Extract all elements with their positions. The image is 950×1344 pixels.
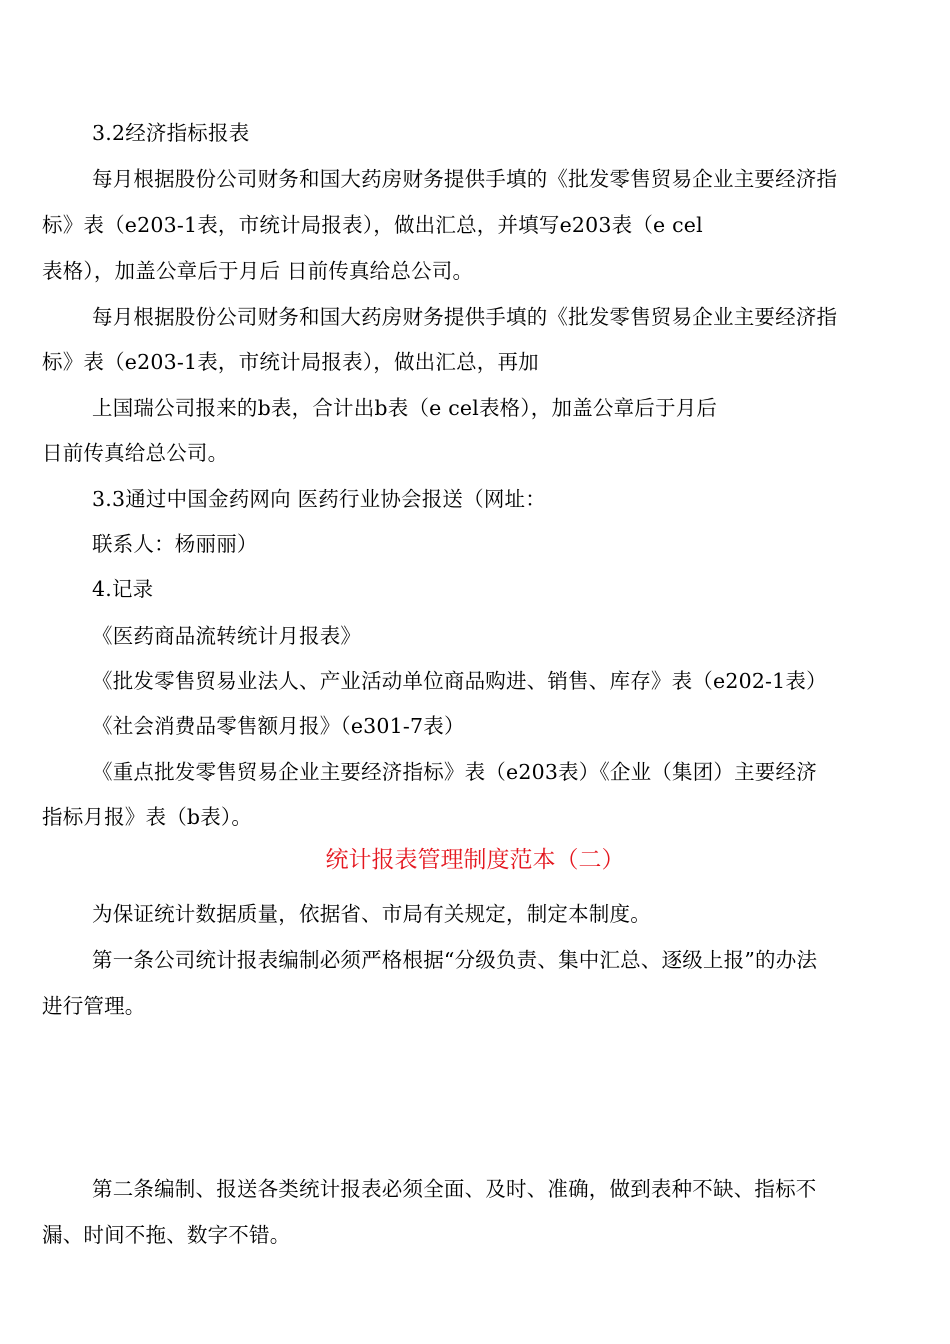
record-item: 《社会消费品零售额月报》（e301-7表） (92, 714, 465, 738)
paragraph-line: 进行管理。 (42, 994, 146, 1018)
paragraph-line: 标》表（e203-1表，市统计局报表），做出汇总，再加 (42, 350, 539, 374)
paragraph-line: 标》表（e203-1表，市统计局报表），做出汇总，并填写e203表（e cel (42, 213, 703, 237)
heading-economic-indicators: 3.2经济指标报表 (92, 121, 250, 145)
paragraph-line: 每月根据股份公司财务和国大药房财务提供手填的《批发零售贸易企业主要经济指 (92, 305, 838, 329)
paragraph-line: 上国瑞公司报来的b表，合计出b表（e cel表格），加盖公章后于月后 (92, 396, 718, 420)
record-item: 指标月报》表（b表）。 (42, 805, 253, 829)
paragraph-line: 每月根据股份公司财务和国大药房财务提供手填的《批发零售贸易企业主要经济指 (92, 167, 838, 191)
paragraph-line: 表格），加盖公章后于月后 日前传真给总公司。 (42, 259, 474, 283)
paragraph-line: 第一条公司统计报表编制必须严格根据“分级负责、集中汇总、逐级上报”的办法 (92, 948, 818, 972)
paragraph-line: 第二条编制、报送各类统计报表必须全面、及时、准确，做到表种不缺、指标不 (92, 1177, 817, 1201)
record-item: 《医药商品流转统计月报表》 (92, 624, 362, 648)
record-item: 《批发零售贸易业法人、产业活动单位商品购进、销售、库存》表（e202-1表） (92, 669, 827, 693)
contact-line: 联系人：杨丽丽） (92, 532, 258, 556)
heading-report-channel: 3.3通过中国金药网向 医药行业协会报送（网址： (92, 487, 546, 511)
paragraph-line: 漏、时间不拖、数字不错。 (42, 1223, 291, 1247)
record-item: 《重点批发零售贸易企业主要经济指标》表（e203表）《企业（集团）主要经济 (92, 760, 817, 784)
paragraph-line: 为保证统计数据质量，依据省、市局有关规定，制定本制度。 (92, 902, 651, 926)
paragraph-line: 日前传真给总公司。 (42, 441, 229, 465)
heading-records: 4.记录 (92, 577, 154, 601)
section-title: 统计报表管理制度范本（二） (325, 847, 625, 873)
